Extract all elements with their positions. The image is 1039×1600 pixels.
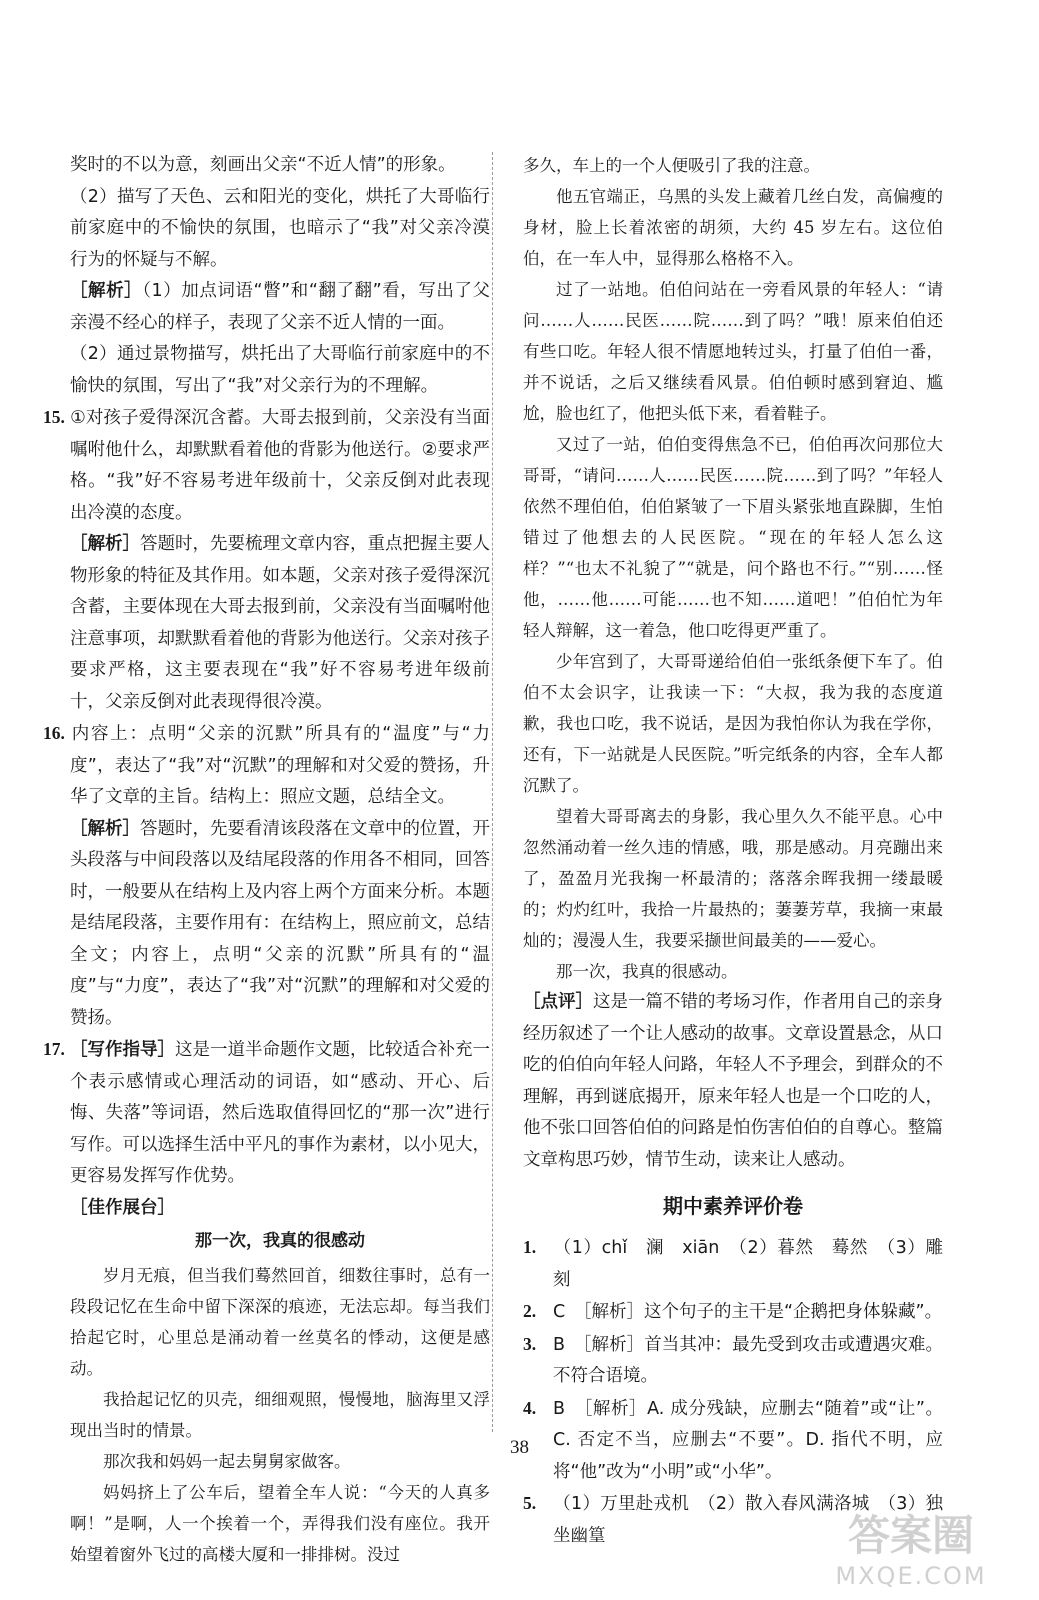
answer-16-text: 内容上：点明“父亲的沉默”所具有的“温度”与“力度”，表达了“我”对“沉默”的理解和对父爱的赞扬，升华了文章的主旨。结构上：照应文题，总结全文。 [70, 724, 490, 807]
essay-body-left [70, 1260, 490, 1570]
answer-number: 1. [523, 1237, 537, 1257]
essay-continuation: 多久，车上的一个人便吸引了我的注意。 [523, 156, 820, 175]
analysis-14-part2: （2）通过景物描写，烘托出了大哥临行前家庭中的不愉快的氛围，写出了“我”对父亲行为的不理解。 [70, 344, 490, 396]
answer-item [523, 1232, 943, 1296]
analysis-15-text: 答题时，先要梳理文章内容，重点把握主要人物形象的特征及其作用。如本题，父亲对孩子爱得深沉含蓄，主要体现在大哥去报到前，父亲没有当面嘱咐他注意事项，却默默看着他的背影为他送行。父亲对孩子要求严格，这主要表现在“我”好不容易考进年级前十，父亲反倒对此表现得很冷漠。 [70, 534, 490, 712]
answer-14-part2: （2）描写了天色、云和阳光的变化，烘托了大哥临行前家庭中的不愉快的氛围，也暗示了“我”对父亲冷漠行为的怀疑与不解。 [70, 186, 490, 270]
analysis-16-text: 答题时，先要看清该段落在文章中的位置，开头段落与中间段落以及结尾段落的作用各不相同，回答时，一般要从在结构上及内容上两个方面来分析。本题是结尾段落，主要作用有：在结构上，照应前文，总结全文；内容上，点明“父亲的沉默”所具有的“温度”与“力度”，表达了“我”对“沉默”的理解和对父爱的赞扬。 [70, 818, 490, 1028]
essay-paragraph: 那一次，我真的很感动。 [556, 962, 738, 981]
answer-16 [43, 718, 490, 1034]
essay-paragraph: 我拾起记忆的贝壳，细细观照，慢慢地，脑海里又浮现出当时的情景。 [70, 1389, 490, 1440]
showcase-label: ［佳作展台］ [70, 1197, 175, 1218]
question-number-15: 15. [43, 407, 65, 427]
answer-15-text: ①对孩子爱得深沉含蓄。大哥去报到前，父亲没有当面嘱咐他什么，却默默看着他的背影为他送行。②要求严格。“我”好不容易考进年级前十，父亲反倒对此表现出冷漠的态度。 [70, 408, 490, 523]
watermark-logo [811, 1502, 1011, 1592]
analysis-14 [70, 276, 490, 339]
essay-paragraph: 他五官端正，乌黑的头发上藏着几丝白发，高偏瘦的身材，脸上长着浓密的胡须，大约 45 岁左右。这位伯伯，在一车人中，显得那么格格不入。 [523, 187, 943, 268]
essay-paragraph: 那次我和妈妈一起去舅舅家做客。 [103, 1451, 351, 1471]
essay-body-right [523, 150, 943, 987]
analysis-16 [70, 814, 490, 1035]
writing-guide-label: ［写作指导］ [70, 1040, 175, 1060]
answer-number: 4. [523, 1397, 537, 1418]
answer-text: B ［解析］A. 成分残缺，应删去“随着”或“让”。C. 否定不当，应删去“不要”。D. 指代不明，应将“他”改为“小明”或“小华”。 [553, 1398, 943, 1482]
left-column [43, 150, 490, 1570]
analysis-label: ［解析］ [70, 534, 140, 554]
answer-text: B ［解析］首当其冲：最先受到攻击或遭遇灾难。不符合语境。 [553, 1334, 943, 1386]
essay-paragraph: 过了一站地。伯伯问站在一旁看风景的年轻人：“请问……人……民医……院……到了吗？”哦！原来伯伯还有些口吃。年轻人很不情愿地转过头，打量了伯伯一番，并不说话，之后又继续看风景。伯伯顿时感到窘迫、尴尬，脸也红了，他把头低下来，看着鞋子。 [523, 280, 943, 423]
analysis-label: ［解析］ [70, 818, 140, 839]
answer-text: C ［解析］这个句子的主干是“企鹅把身体躲藏”。 [553, 1302, 943, 1322]
page-number: 38 [510, 1437, 529, 1458]
answer-item [523, 1296, 943, 1329]
watermark-text: 答案圈 [847, 1511, 975, 1560]
essay-paragraph: 又过了一站，伯伯变得焦急不已，伯伯再次问那位大哥哥，“请问……人……民医……院……到了吗？”年轻人依然不理伯伯，伯伯紧皱了一下眉头紧张地直跺脚，生怕错过了他想去的人民医院。“现在的年轻人怎么这样？”“也太不礼貌了”“就是，问个路也不行。”“别……怪他，……他……可能……也不知……道吧！”伯伯忙为年轻人辩解，这一着急，他口吃得更严重了。 [523, 435, 943, 640]
analysis-15 [70, 529, 490, 718]
analysis-label: ［解析］ [70, 281, 143, 301]
answer-number: 2. [523, 1301, 537, 1321]
answer-17 [43, 1034, 490, 1193]
right-column [523, 150, 943, 1552]
comment [523, 987, 943, 1176]
answer-number: 5. [523, 1493, 537, 1513]
analysis-14-text: （1）加点词语“瞥”和“翻了翻”看，写出了父亲漫不经心的样子，表现了父亲不近人情的一面。 [70, 281, 490, 333]
essay-paragraph: 少年宫到了，大哥哥递给伯伯一张纸条便下车了。伯伯不太会识字，让我读一下：“大叔，我为我的态度道歉，我也口吃，我不说话，是因为我怕你认为我在学你，还有，下一站就是人民医院。”听完纸条的内容，全车人都沉默了。 [523, 652, 943, 795]
essay-title: 那一次，我真的很感动 [195, 1231, 365, 1251]
watermark-url: MXQE.COM [835, 1562, 987, 1590]
answer-number: 3. [523, 1333, 537, 1354]
answer-14-continuation: 奖时的不以为意，刻画出父亲“不近人情”的形象。 [70, 155, 456, 175]
essay-paragraph: 望着大哥哥离去的身影，我心里久久不能平息。心中忽然涌动着一丝久违的情感，哦，那是感动。月亮蹦出来了，盈盈月光我掬一杯最清的；落落余晖我拥一缕最暖的；灼灼红叶，我拾一片最热的；萋萋芳草，我摘一束最灿的；漫漫人生，我要采撷世间最美的——爱心。 [523, 807, 943, 950]
comment-text: 这是一篇不错的考场习作，作者用自己的亲身经历叙述了一个让人感动的故事。文章设置悬念，从口吃的伯伯向年轻人问路，年轻人不予理会，到群众的不理解，再到谜底揭开，原来年轻人也是一个口吃的人，他不张口回答伯伯的问路是怕伤害伯伯的自尊心。整篇文章构思巧妙，情节生动，读来让人感动。 [523, 992, 943, 1170]
essay-paragraph: 岁月无痕，但当我们蓦然回首，细数往事时，总有一段段记忆在生命中留下深深的痕迹，无法忘却。每当我们拾起它时，心里总是涌动着一丝莫名的悸动，这便是感动。 [70, 1265, 490, 1378]
question-number-16: 16. [43, 723, 65, 743]
section-title: 期中素养评价卷 [663, 1194, 803, 1218]
answer-text: （1）万里赴戎机 （2）散入春风满洛城 （3）独坐幽篁 [553, 1494, 943, 1546]
answer-15 [43, 402, 490, 718]
question-number-17: 17. [43, 1039, 65, 1059]
answer-item [523, 1329, 943, 1393]
answer-17-text: 这是一道半命题作文题，比较适合补充一个表示感情或心理活动的词语，如“感动、开心、后悔、失落”等词语，然后选取值得回忆的“那一次”进行写作。可以选择生活中平凡的事作为素材，以小见大，更容易发挥写作优势。 [70, 1040, 490, 1186]
comment-label: ［点评］ [523, 992, 593, 1012]
answer-text: （1）chǐ 澜 xiān （2）暮然 蓦然 （3）雕刻 [553, 1238, 943, 1290]
essay-paragraph: 妈妈挤上了公车后，望着全车人说：“今天的人真多啊！”是啊，人一个挨着一个，弄得我们没有座位。我开始望着窗外飞过的高楼大厦和一排排树。没过 [70, 1482, 490, 1564]
